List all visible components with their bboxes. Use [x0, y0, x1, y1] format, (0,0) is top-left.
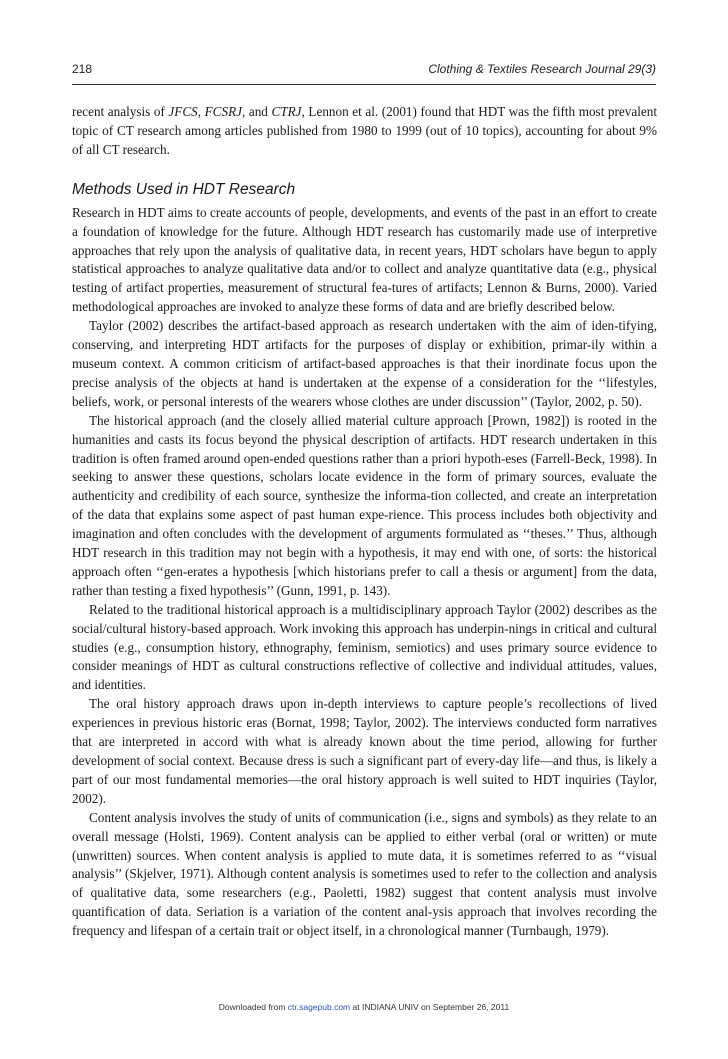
- intro-paragraph: recent analysis of JFCS, FCSRJ, and CTRJ, Lennon et al. (2001) found that HDT was the fifth most prevalent topic of CT research among articles published from 1980 to 1999 (out of 10 topics), accounting for about 9% of all CT research.: [72, 104, 657, 157]
- paragraph-historical: The historical approach (and the closely allied material culture approach [Prown, 1982]) is rooted in the humanities and casts its focus beyond the physical description of artifacts. HDT research undertaken in this tradition is often framed around open-ended questions rather than a priori hypoth-eses (Farrell-Beck, 1998). In seeking to answer these questions, scholars locate evidence in the form of primary sources, evaluate the authenticity and credibility of each source, synthesize the informa-tion collected, and create an interpretation of the data that explains some aspect of past human expe-rience. This process includes both objectivity and imagination and often concludes with the development of arguments formulated as ‘‘theses.’’ Thus, although HDT research in this tradition may not begin with a hypothesis, it may end with one, of sorts: the historical approach often ‘‘gen-erates a hypothesis [which historians prefer to call a thesis or argument] from the data, rather than testing a fixed hypothesis’’ (Gunn, 1991, p. 143).: [72, 412, 657, 598]
- paragraph-oral-history: The oral history approach draws upon in-depth interviews to capture people’s recollections of lived experiences in previous historic eras (Bornat, 1998; Taylor, 2002). The interviews conducted form narratives that are interpreted in accord with what is already known about the time period, allowing for further development of social context. Because dress is such a significant part of every-day life—and thus, is likely a part of our most fundamental memories—the oral history approach is well suited to HDT inquiries (Taylor, 2002).: [72, 696, 657, 806]
- header-rule: [72, 84, 656, 85]
- paragraph-overview: Research in HDT aims to create accounts of people, developments, and events of the past in an effort to create a foundation of knowledge for the future. Although HDT research has customarily made use of interpretive approaches that rely upon the analysis of qualitative data, in recent years, HDT scholars have begun to apply statistical approaches to analyze qualitative data and/or to collect and analyze quantitative data (e.g., physical testing of artifact properties, measurement of structural fea-tures of artifacts; Lennon & Burns, 2000). Varied methodological approaches are invoked to analyze these forms of data and are briefly described below.: [72, 204, 657, 315]
- journal-abbrev-ctrj: CTRJ: [271, 104, 302, 119]
- article-body: [72, 103, 657, 941]
- journal-abbrev-fcsrj: FCSRJ,: [204, 104, 246, 119]
- paragraph-social-cultural: Related to the traditional historical approach is a multidisciplinary approach Taylor (2002) describes as the social/cultural history-based approach. Work invoking this approach has underpin-nings in critical and cultural studies (e.g., consumption history, ethnography, feminism, semiotics) and uses primary source evidence to consider meanings of HDT as cultural constructions reflective of collective and individual attitudes, values, and identities.: [72, 601, 657, 693]
- download-footer: Downloaded from ctr.sagepub.com at INDIANA UNIV on September 26, 2011: [218, 1002, 510, 1012]
- sagepub-link[interactable]: ctr.sagepub.com: [287, 1002, 351, 1012]
- paragraph-content-analysis: Content analysis involves the study of units of communication (i.e., signs and symbols) as they relate to an overall message (Holsti, 1969). Content analysis can be applied to either verbal (oral or written) or mute (unwritten) sources. When content analysis is applied to mute data, it is sometimes referred to as ‘‘visual analysis’’ (Skjelver, 1971). Although content analysis is sometimes used to refer to the collection and analysis of qualitative data, some researchers (e.g., Paoletti, 1982) suggest that content analysis must involve quantification of data. Seriation is a variation of the content anal-ysis approach that involves recording the frequency and lifespan of a certain trait or object itself, in a chronological manner (Turnbaugh, 1979).: [72, 809, 657, 939]
- running-head: [72, 62, 656, 80]
- section-heading: Methods Used in HDT Research: [72, 180, 296, 198]
- paragraph-artifact-based: Taylor (2002) describes the artifact-based approach as research undertaken with the aim of iden-tifying, conserving, and interpreting HDT artifacts for the purposes of display or exhibition, primar-ily within a museum context. A common criticism of artifact-based approaches is that their inordinate focus upon the precise analysis of the objects at hand is undertaken at the expense of a consideration for the ‘‘lifestyles, beliefs, work, or personal interests of the wearers whose clothes are under discussion’’ (Taylor, 2002, p. 50).: [72, 318, 657, 409]
- page-number: 218: [72, 62, 93, 76]
- journal-abbrev-jfcs: JFCS: [168, 104, 198, 119]
- journal-title: Clothing & Textiles Research Journal 29(3): [428, 62, 656, 76]
